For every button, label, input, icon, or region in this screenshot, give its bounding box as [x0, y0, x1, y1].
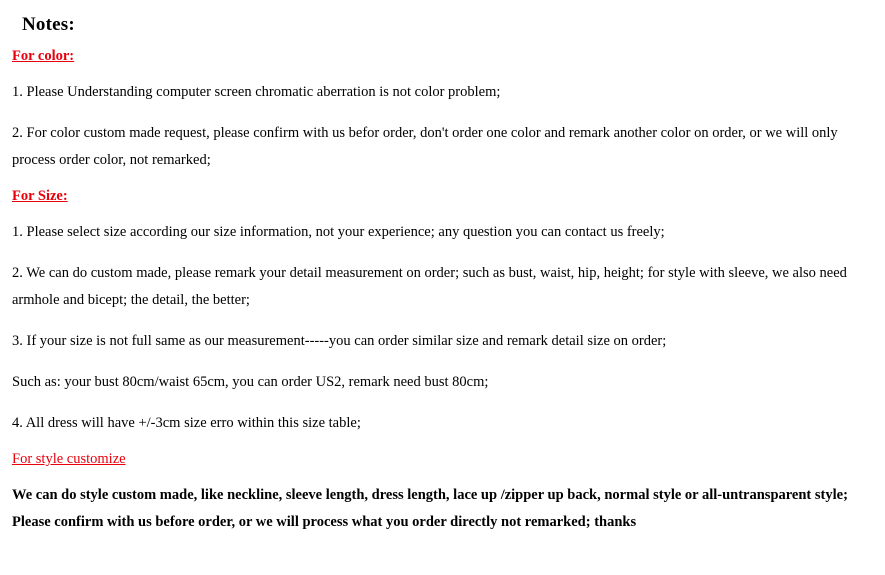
section-for-size: [12, 188, 867, 437]
page-title: Notes:: [22, 14, 75, 35]
section-for-style-customize: [12, 451, 867, 536]
section-heading-color: For color:: [12, 48, 75, 64]
paragraph-color-2: 2. For color custom made request, please confirm with us befor order, don't order one color and remark another color on order, or we will only process order color, not remarked;: [12, 125, 838, 168]
section-heading-style: For style customize: [12, 451, 126, 467]
paragraph-size-2: 2. We can do custom made, please remark your detail measurement on order; such as bust, waist, hip, height; for style with sleeve, we also need armhole and bicept; the detail, the better;: [12, 265, 847, 308]
paragraph-size-3: 3. If your size is not full same as our measurement-----you can order similar size and remark detail size on order;: [12, 333, 667, 349]
section-heading-size: For Size:: [12, 188, 68, 204]
paragraph-size-1: 1. Please select size according our size information, not your experience; any question you can contact us freely;: [12, 224, 665, 240]
paragraph-style-1: We can do style custom made, like neckline, sleeve length, dress length, lace up /zipper up back, normal style or all-untransparent style; Please confirm with us before order, or we will process what you order directly not remarked; thanks: [12, 487, 848, 530]
paragraph-size-4: 4. All dress will have +/-3cm size erro within this size table;: [12, 415, 361, 431]
section-for-color: [12, 48, 867, 174]
paragraph-size-example: Such as: your bust 80cm/waist 65cm, you can order US2, remark need bust 80cm;: [12, 374, 489, 390]
paragraph-color-1: 1. Please Understanding computer screen chromatic aberration is not color problem;: [12, 84, 501, 100]
